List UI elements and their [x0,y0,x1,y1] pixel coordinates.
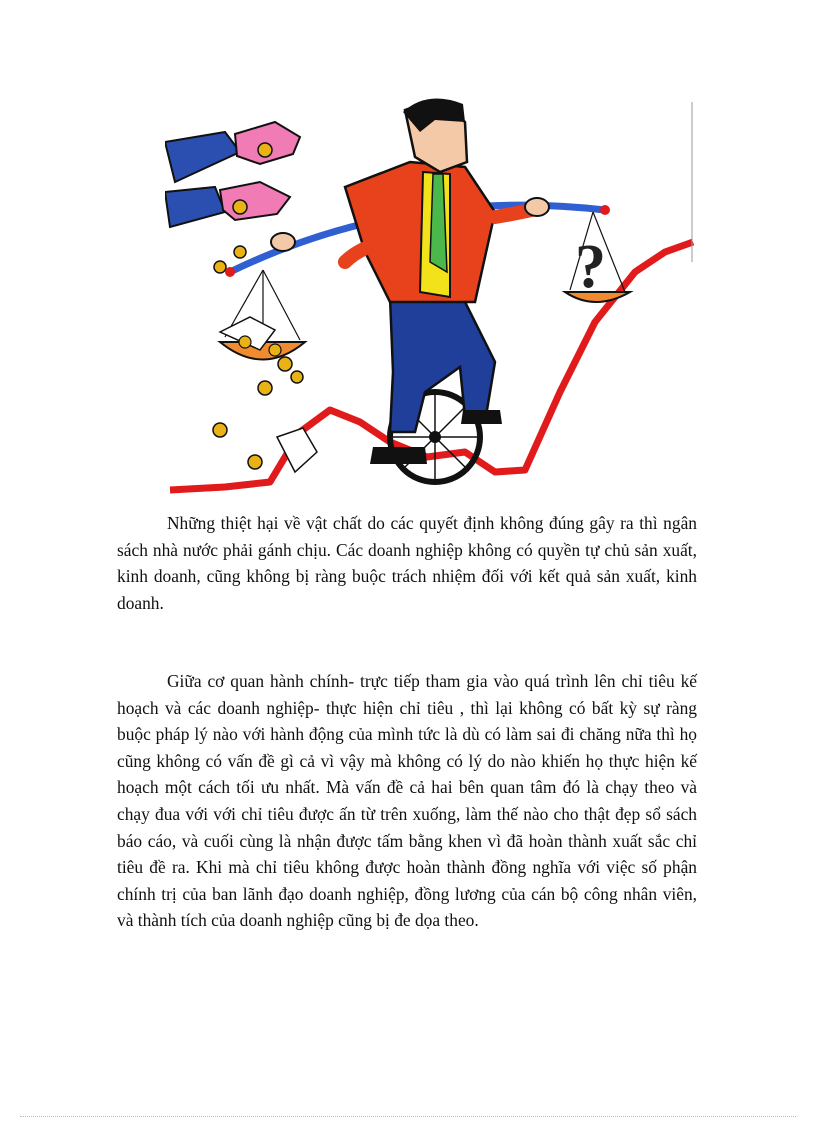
page-footer-divider [20,1116,796,1117]
paragraph-1: Những thiệt hại về vật chất do các quyết định không đúng gây ra thì ngân sách nhà nước phải gánh chịu. Các doanh nghiệp không có quyền tự chủ sản xuất, kinh doanh, cũng không bị ràng buộc trách nhiệm đối với kết quả sản xuất, kinh doanh. [117,513,697,613]
question-mark-icon: ? [575,233,606,301]
giving-hand-top [165,122,300,182]
businessman-figure [271,99,549,464]
paragraph-2: Giữa cơ quan hành chính- trực tiếp tham gia vào quá trình lên chỉ tiêu kế hoạch và các doanh nghiệp- thực hiện chỉ tiêu , thì lại không có bất kỳ sự ràng buộc pháp lý nào với hành động của mình tức là dù có làm sai đi chăng nữa thì họ cũng không có vấn đề gì cả vì vậy mà không có lý do nào khiến họ thực hiện kế hoạch một cách tối ưu nhất. Mà vấn đề cả hai bên quan tâm đó là chạy theo và chạy đua với với chỉ tiêu được ấn từ trên xuống, làm thế nào cho thật đẹp sổ sách báo cáo, và cuối cùng là nhận được tấm bằng khen vì đã hoàn thành xuất sắc chỉ tiêu đề ra. Khi mà chỉ tiêu không được hoàn thành đồng nghĩa với việc số phận chính trị của ban lãnh đạo doanh nghiệp, đồng lương của cán bộ công nhân viên, và thành tích của doanh nghiệp cũng bị đe dọa theo. [117,671,697,931]
illustration-svg [165,92,695,494]
unicycle-balance-scale-illustration [165,92,695,494]
left-scale-pan [220,270,305,360]
giving-hand-bottom [165,182,290,227]
